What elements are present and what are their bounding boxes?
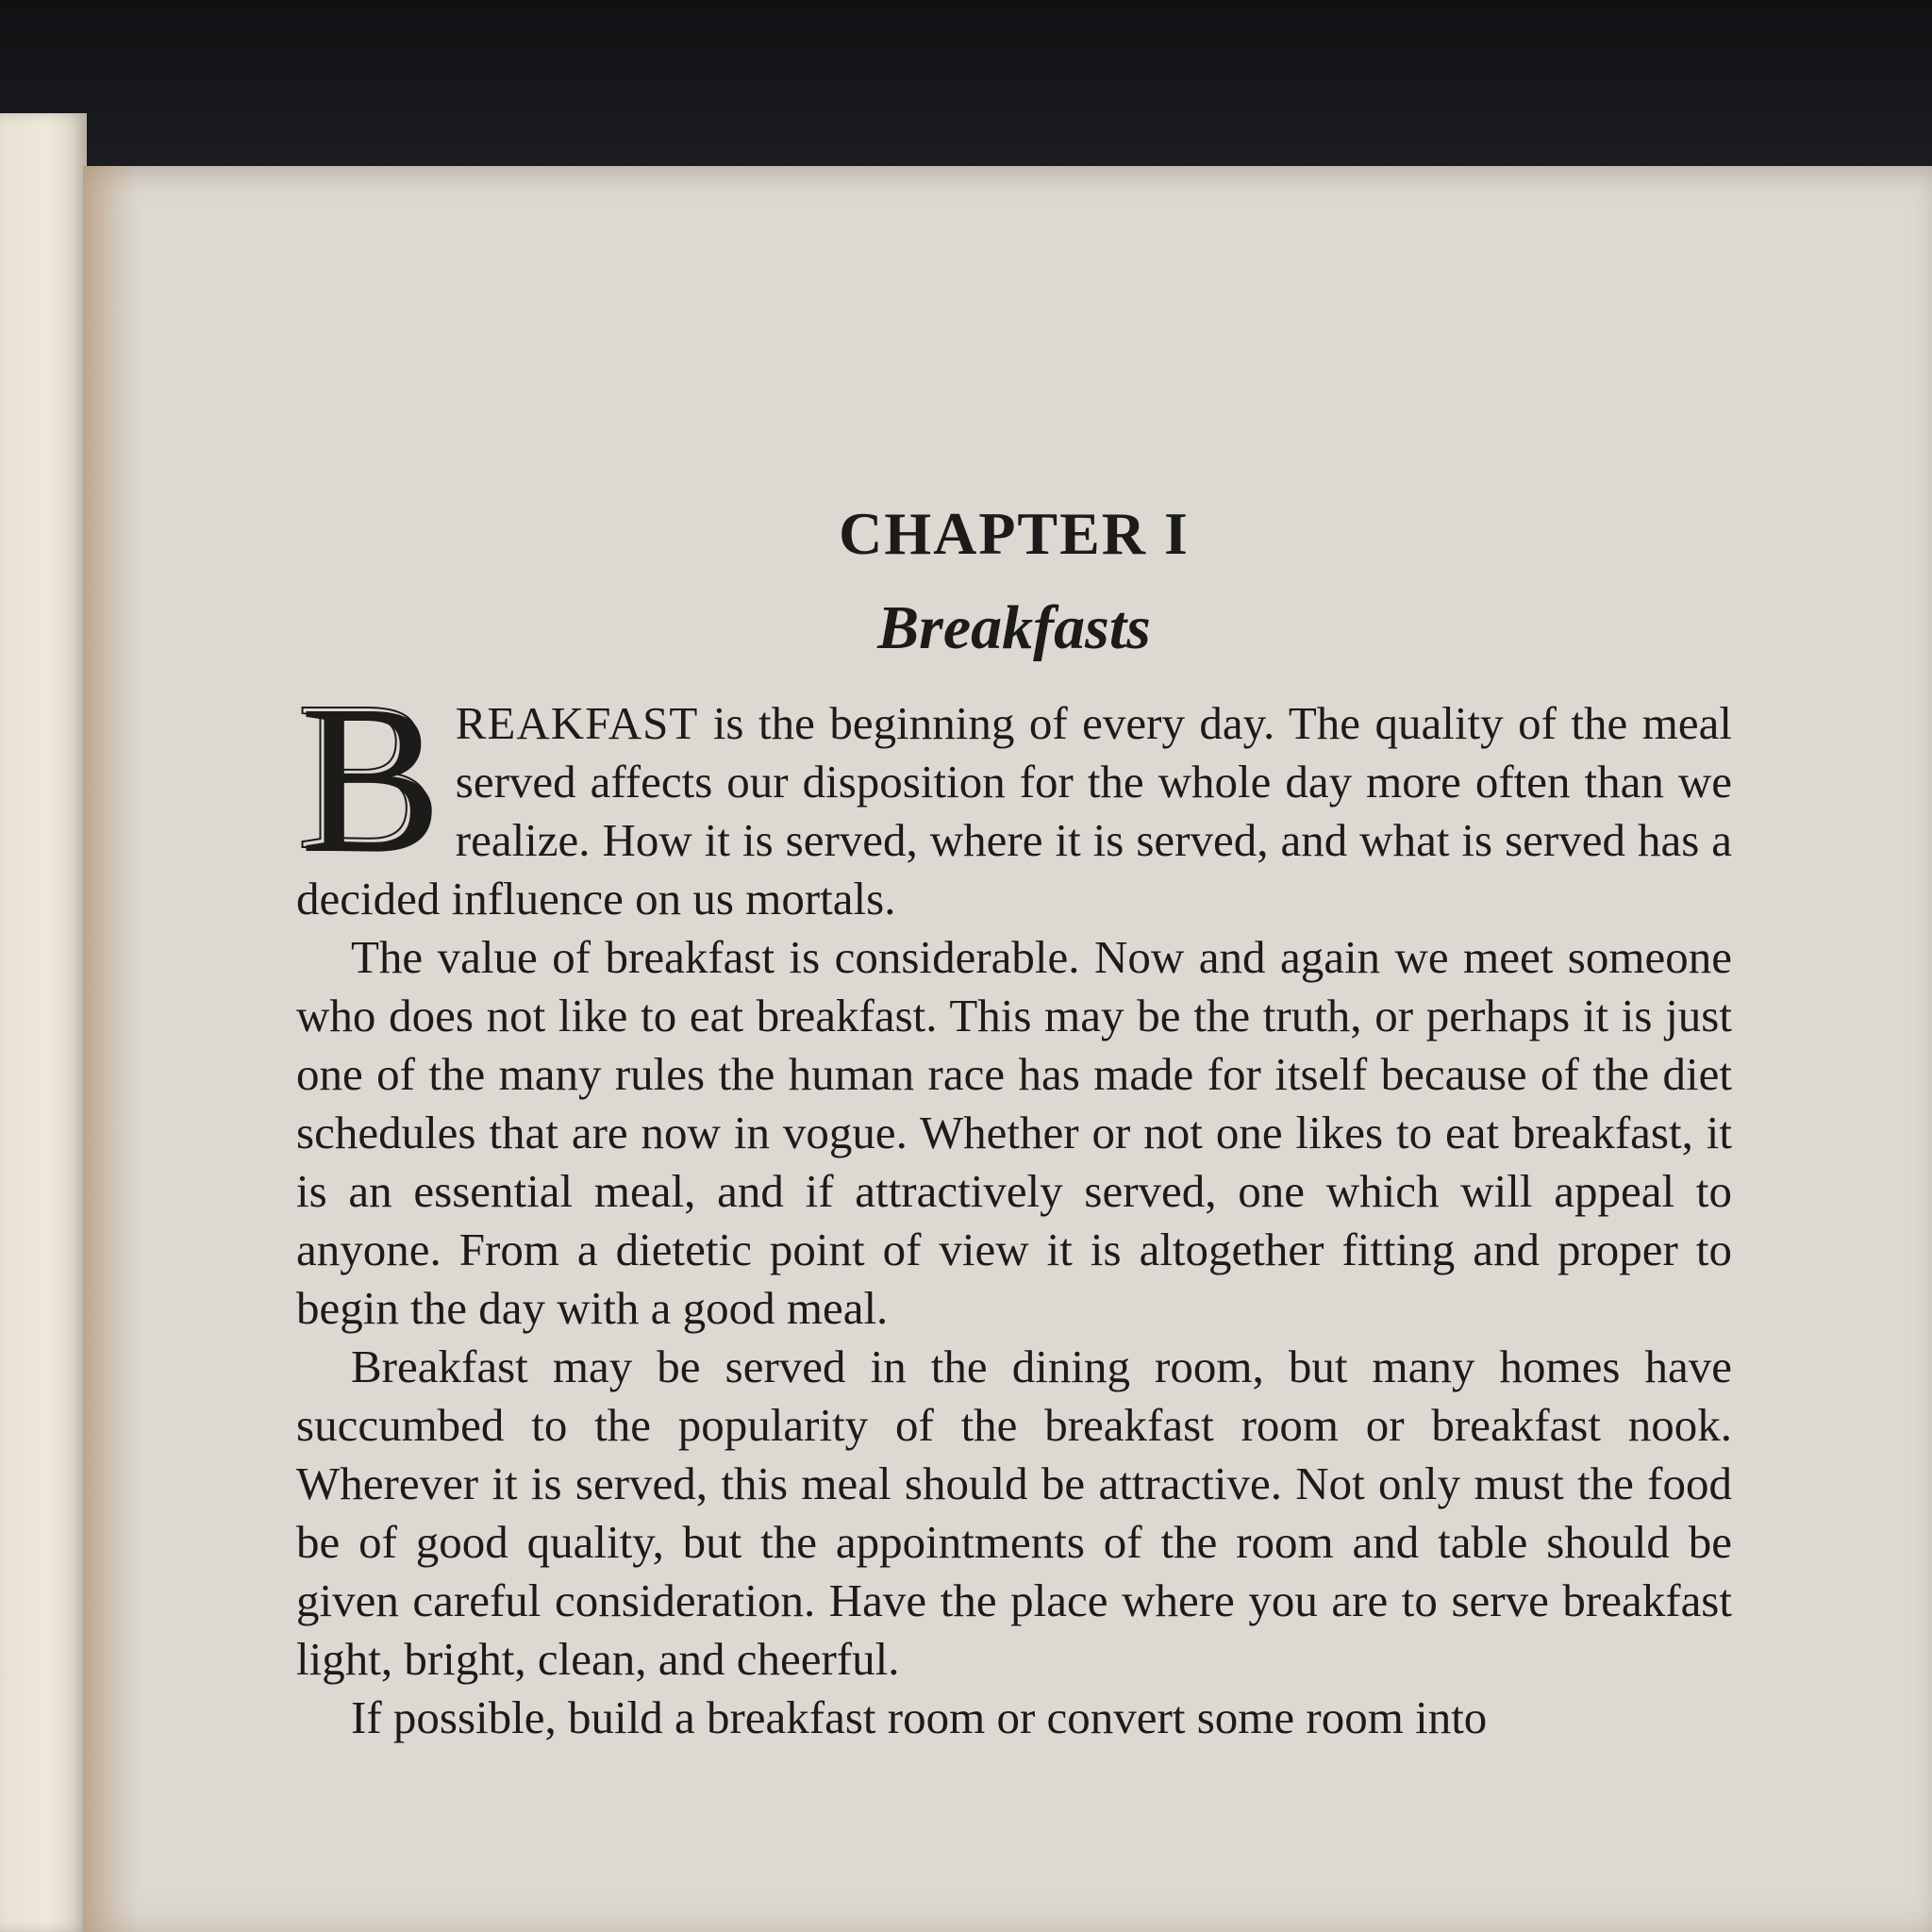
book-page [83, 166, 1932, 1932]
paragraph-1 [296, 658, 1732, 928]
dark-background [0, 0, 1932, 170]
paragraph-1-text: is the beginning of every day. The quality of the meal served affects our disposition for the whole day more often than we realize. How it is served, where it is served, and what is served has a decided influence on us mortals. [296, 697, 1732, 924]
chapter-heading: CHAPTER I [839, 500, 1190, 567]
paragraph-4: If possible, build a breakfast room or convert some room into [351, 1691, 1488, 1743]
drop-cap-letter: B [296, 658, 439, 893]
paragraph-3: Breakfast may be served in the dining room, but many homes have succumbed to the popularity of the breakfast room or breakfast nook. Wherever it is served, this meal should be attractive. Not only must the food be of good quality, but the appointments of the room and table should be given careful consideration. Have the place where you are to serve breakfast light, bright, clean, and cheerful. [296, 1341, 1732, 1685]
body-text [296, 658, 1732, 1747]
paragraph-2: The value of breakfast is considerable. Now and again we meet someone who does not like to eat breakfast. This may be the truth, or perhaps it is just one of the many rules the human race has made for itself because of the diet schedules that are now in vogue. Whether or not one likes to eat breakfast, it is an essential meal, and if attractively served, one which will appeal to anyone. From a dietetic point of view it is altogether fitting and proper to begin the day with a good meal. [296, 931, 1732, 1334]
chapter-title: Breakfasts [877, 593, 1151, 662]
left-page-edge [0, 113, 87, 1932]
page-content [296, 496, 1732, 1747]
lead-caps: REAKFAST [455, 697, 699, 749]
